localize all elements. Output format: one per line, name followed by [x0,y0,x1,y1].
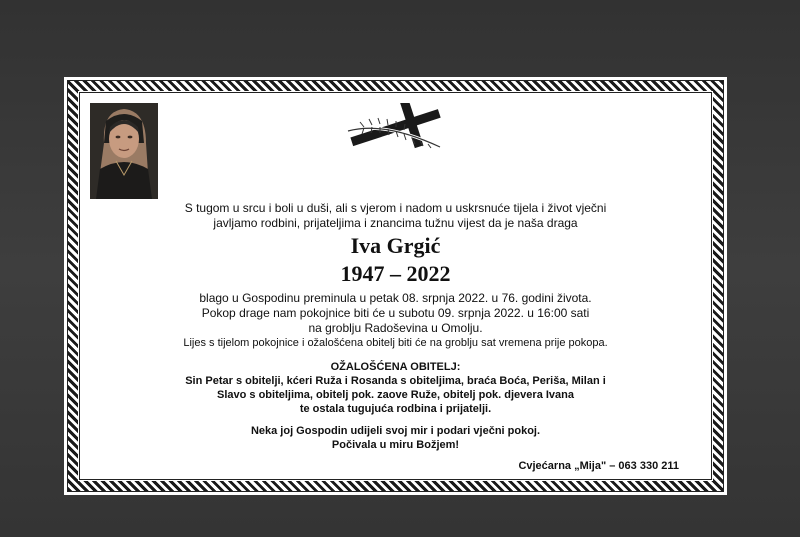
viewing-notice: Lijes s tijelom pokojnice i ožalošćena obitelj biti će na groblju sat vremena prije pokopa. [183,337,608,349]
prayer-line-2: Počivala u miru Božjem! [331,439,460,451]
cross-with-palm-icon [344,103,448,155]
obituary-notice [64,77,727,495]
deceased-name: Iva Grgić [350,233,441,258]
family-line-1: Sin Petar s obitelji, kćeri Ruža i Rosanda s obiteljima, braća Boća, Periša, Milan i [185,375,606,387]
intro-line-2: javljamo rodbini, prijateljima i znancima tužnu vijest da je naša draga [213,216,578,230]
florist-contact: Cvjećarna „Mija" – 063 330 211 [518,460,679,472]
family-line-3: te ostala tugujuća rodbina i prijatelji. [299,403,492,415]
details-line-1: blago u Gospodinu preminula u petak 08. srpnja 2022. u 76. godini života. [199,291,592,305]
family-heading: OŽALOŠĆENA OBITELJ: [330,361,461,373]
family-line-2: Slavo s obiteljima, obitelj pok. zaove Ruže, obitelj pok. djevera Ivana [217,389,574,401]
details-line-3: na groblju Radoševina u Omolju. [308,321,483,335]
prayer-line-1: Neka joj Gospodin udijeli svoj mir i podari vječni pokoj. [250,425,541,437]
details-line-2: Pokop drage nam pokojnice biti će u subotu 09. srpnja 2022. u 16:00 sati [201,306,590,320]
life-years: 1947 – 2022 [340,261,451,286]
intro-line-1: S tugom u srcu i boli u duši, ali s vjerom i nadom u uskrsnuće tijela i život vječni [184,201,607,215]
portrait-photo [90,103,158,199]
